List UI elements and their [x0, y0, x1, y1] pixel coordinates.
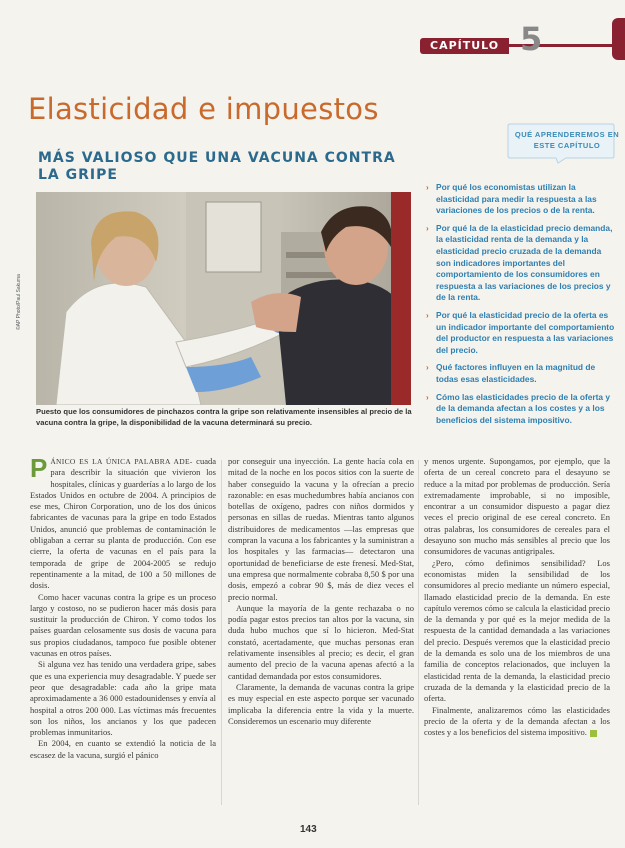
chapter-edge-tab — [612, 18, 625, 60]
body-paragraph: Claramente, la demanda de vacunas contra la gripe es muy especial en este aspecto porque ser vacunado implicaba la diferencia entre la vida y la muerte. Consideremos un escenario muy diferente — [228, 681, 414, 726]
section-subtitle: MÁS VALIOSO QUE UNA VACUNA CONTRA LA GRIPE — [38, 150, 396, 183]
chapter-number: 5 — [520, 20, 543, 58]
objective-item: › Qué factores influyen en la magnitud de todas esas elasticidades. — [426, 362, 596, 384]
chevron-right-icon: › — [426, 223, 429, 233]
photo-credit: ©AP Photo/Paul Sakuma — [16, 274, 22, 330]
objective-item: › Por qué la elasticidad precio de la oferta es un indicador importante del comportamiento del productor en respuesta a las variaciones del precio. — [426, 309, 615, 355]
body-paragraph: Como hacer vacunas contra la gripe es un proceso largo y costoso, no se pudieron hacer más dosis para sustituir la producción de Chiron. Y como todos los países guardan celosamente sus dosis de vacuna para sus propios ciudadanos, tampoco fue posible obtener vacunas en otros países. — [30, 591, 216, 659]
chevron-right-icon: › — [426, 392, 429, 402]
learning-objectives-list — [426, 182, 618, 432]
body-column-3 — [424, 456, 610, 806]
chevron-right-icon: › — [426, 183, 429, 192]
body-paragraph: Finalmente, analizaremos cómo las elasticidades precio de la oferta y de la demanda afectan a los costes y a los beneficios del sistema impositivo. — [424, 704, 610, 738]
photo-caption: Puesto que los consumidores de pinchazos contra la gripe son relativamente insensibles al precio de la vacuna contra la gripe, la disponibilidad de la vacuna determinará su precio. — [36, 407, 412, 427]
body-paragraph: PÁNICO ES LA ÚNICA PALABRA ADE- cuada para describir la situación que vivieron los hospitales, clínicas y guarderías a lo largo de los Estados Unidos en octubre de 2004. A principios de ese mes, Chiron Corporation, uno de los dos únicos fabricantes de vacunas para la gripe en todo Estados Unidos, anunció que problemas de contaminación le obligaban a cerrar su planta de producción. Con ese cierre, la oferta de vacunas en el país para la temporada de gripe de 2004-2005 se redujo repentinamente a la mitad, de 100 a 50 millones de dosis. — [30, 456, 216, 591]
objective-item: › Cómo las elasticidades precio de la oferta y de la demanda afectan a los costes y a los beneficios del sistema impositivo. — [426, 391, 611, 425]
drop-cap: P — [30, 456, 48, 483]
body-column-1 — [30, 456, 216, 806]
body-paragraph: ¿Pero, cómo definimos sensibilidad? Los economistas miden la sensibilidad de los consumidores al precio mediante un número especial, llamado elasticidad precio de la demanda. En este capítulo veremos cómo se calcula la elasticidad precio de la demanda y por qué es la mejor medida de la respuesta de la cantidad demandada a las variaciones del precio. Después veremos que la elasticidad precio de la demanda es solo una de los miembros de una familia de conceptos relacionados, que incluyen la elasticidad renta de la demanda, la elasticidad precio cruzada de la demanda y la elasticidad precio de la oferta. — [424, 557, 610, 704]
end-of-section-mark — [590, 730, 597, 737]
body-paragraph: por conseguir una inyección. La gente hacía cola en mitad de la noche en los pocos sitios con la suerte de haber conseguido la vacuna y la ofrecían a precio razonable: en esas muchedumbres había ancianos con botellas de oxígeno, padres con niños dormidos y personas en sillas de ruedas. Mientras tanto algunos distribuidores de medicamentos —las empresas que compran la vacuna a los fabricantes y la suministran a los hospitales y las farmacias— detectaron una oportunidad de beneficiarse de este frenesí. Med-Stat, una empresa que normalmente cobraba 8,50 $ por una dosis, empezó a cobrar 90 $, más de diez veces el precio normal. — [228, 456, 414, 602]
sidebar-heading: QUÉ APRENDEREMOS EN ESTE CAPÍTULO — [514, 130, 620, 150]
objective-item: › Por qué la de la elasticidad precio demanda, la elasticidad renta de la demanda y la elasticidad precio cruzada de la demanda son indicadores importantes del comportamiento de los consumidores en respuesta a las variaciones de los precios y de la renta. — [426, 222, 613, 303]
body-column-2 — [228, 456, 414, 806]
body-paragraph: Aunque la mayoría de la gente rechazaba o no podía pagar estos precios tan altos por la vacuna, sin duda hubo muchos que sí lo hicieron. Med-Stat constató, acertadamente, que muchas personas eran relativamente insensibles al precio; es decir, el gran aumento del precio de la vacuna apenas afectó a la cantidad demandada por estos consumidores. — [228, 602, 414, 681]
body-paragraph: y menos urgente. Supongamos, por ejemplo, que la oferta de un cereal concreto para el desayuno se reduce a la mitad por problemas de producción. Sería extremadamente improbable, si no imposible, encontrar a un consumidor dispuesto a pagar diez veces el precio original de ese cereal concreto. En otras palabras, los consumidores de cereales para el desayuno son mucho más sensibles al precio que los consumidores de vacunas antigripales. — [424, 456, 610, 557]
chevron-right-icon: › — [426, 363, 429, 373]
photo-flu-vaccination — [36, 192, 411, 405]
column-divider — [221, 460, 222, 805]
photo-illustration — [36, 192, 411, 405]
page-title: Elasticidad e impuestos — [28, 92, 379, 126]
chapter-label: CAPÍTULO — [420, 38, 509, 54]
chevron-right-icon: › — [426, 310, 429, 320]
objective-item: › Por qué los economistas utilizan la elasticidad para medir la respuesta a las variaciones de los precios o de la renta. — [426, 182, 597, 216]
body-paragraph: Si alguna vez has tenido una verdadera gripe, sabes que es una experiencia muy desagradable. Y puede ser peor que desagradable: cada año la gripe mata aproximadamente a 36 000 estadounidenses y envía al hospital a otros 200 000. Las víctimas más frecuentes son los niños, los ancianos y los que padecen problemas inmunitarios. — [30, 659, 216, 738]
column-divider — [418, 460, 419, 805]
body-paragraph: En 2004, en cuanto se extendió la noticia de la escasez de la vacuna, surgió el pánico — [30, 738, 216, 760]
page-number: 143 — [300, 824, 317, 835]
